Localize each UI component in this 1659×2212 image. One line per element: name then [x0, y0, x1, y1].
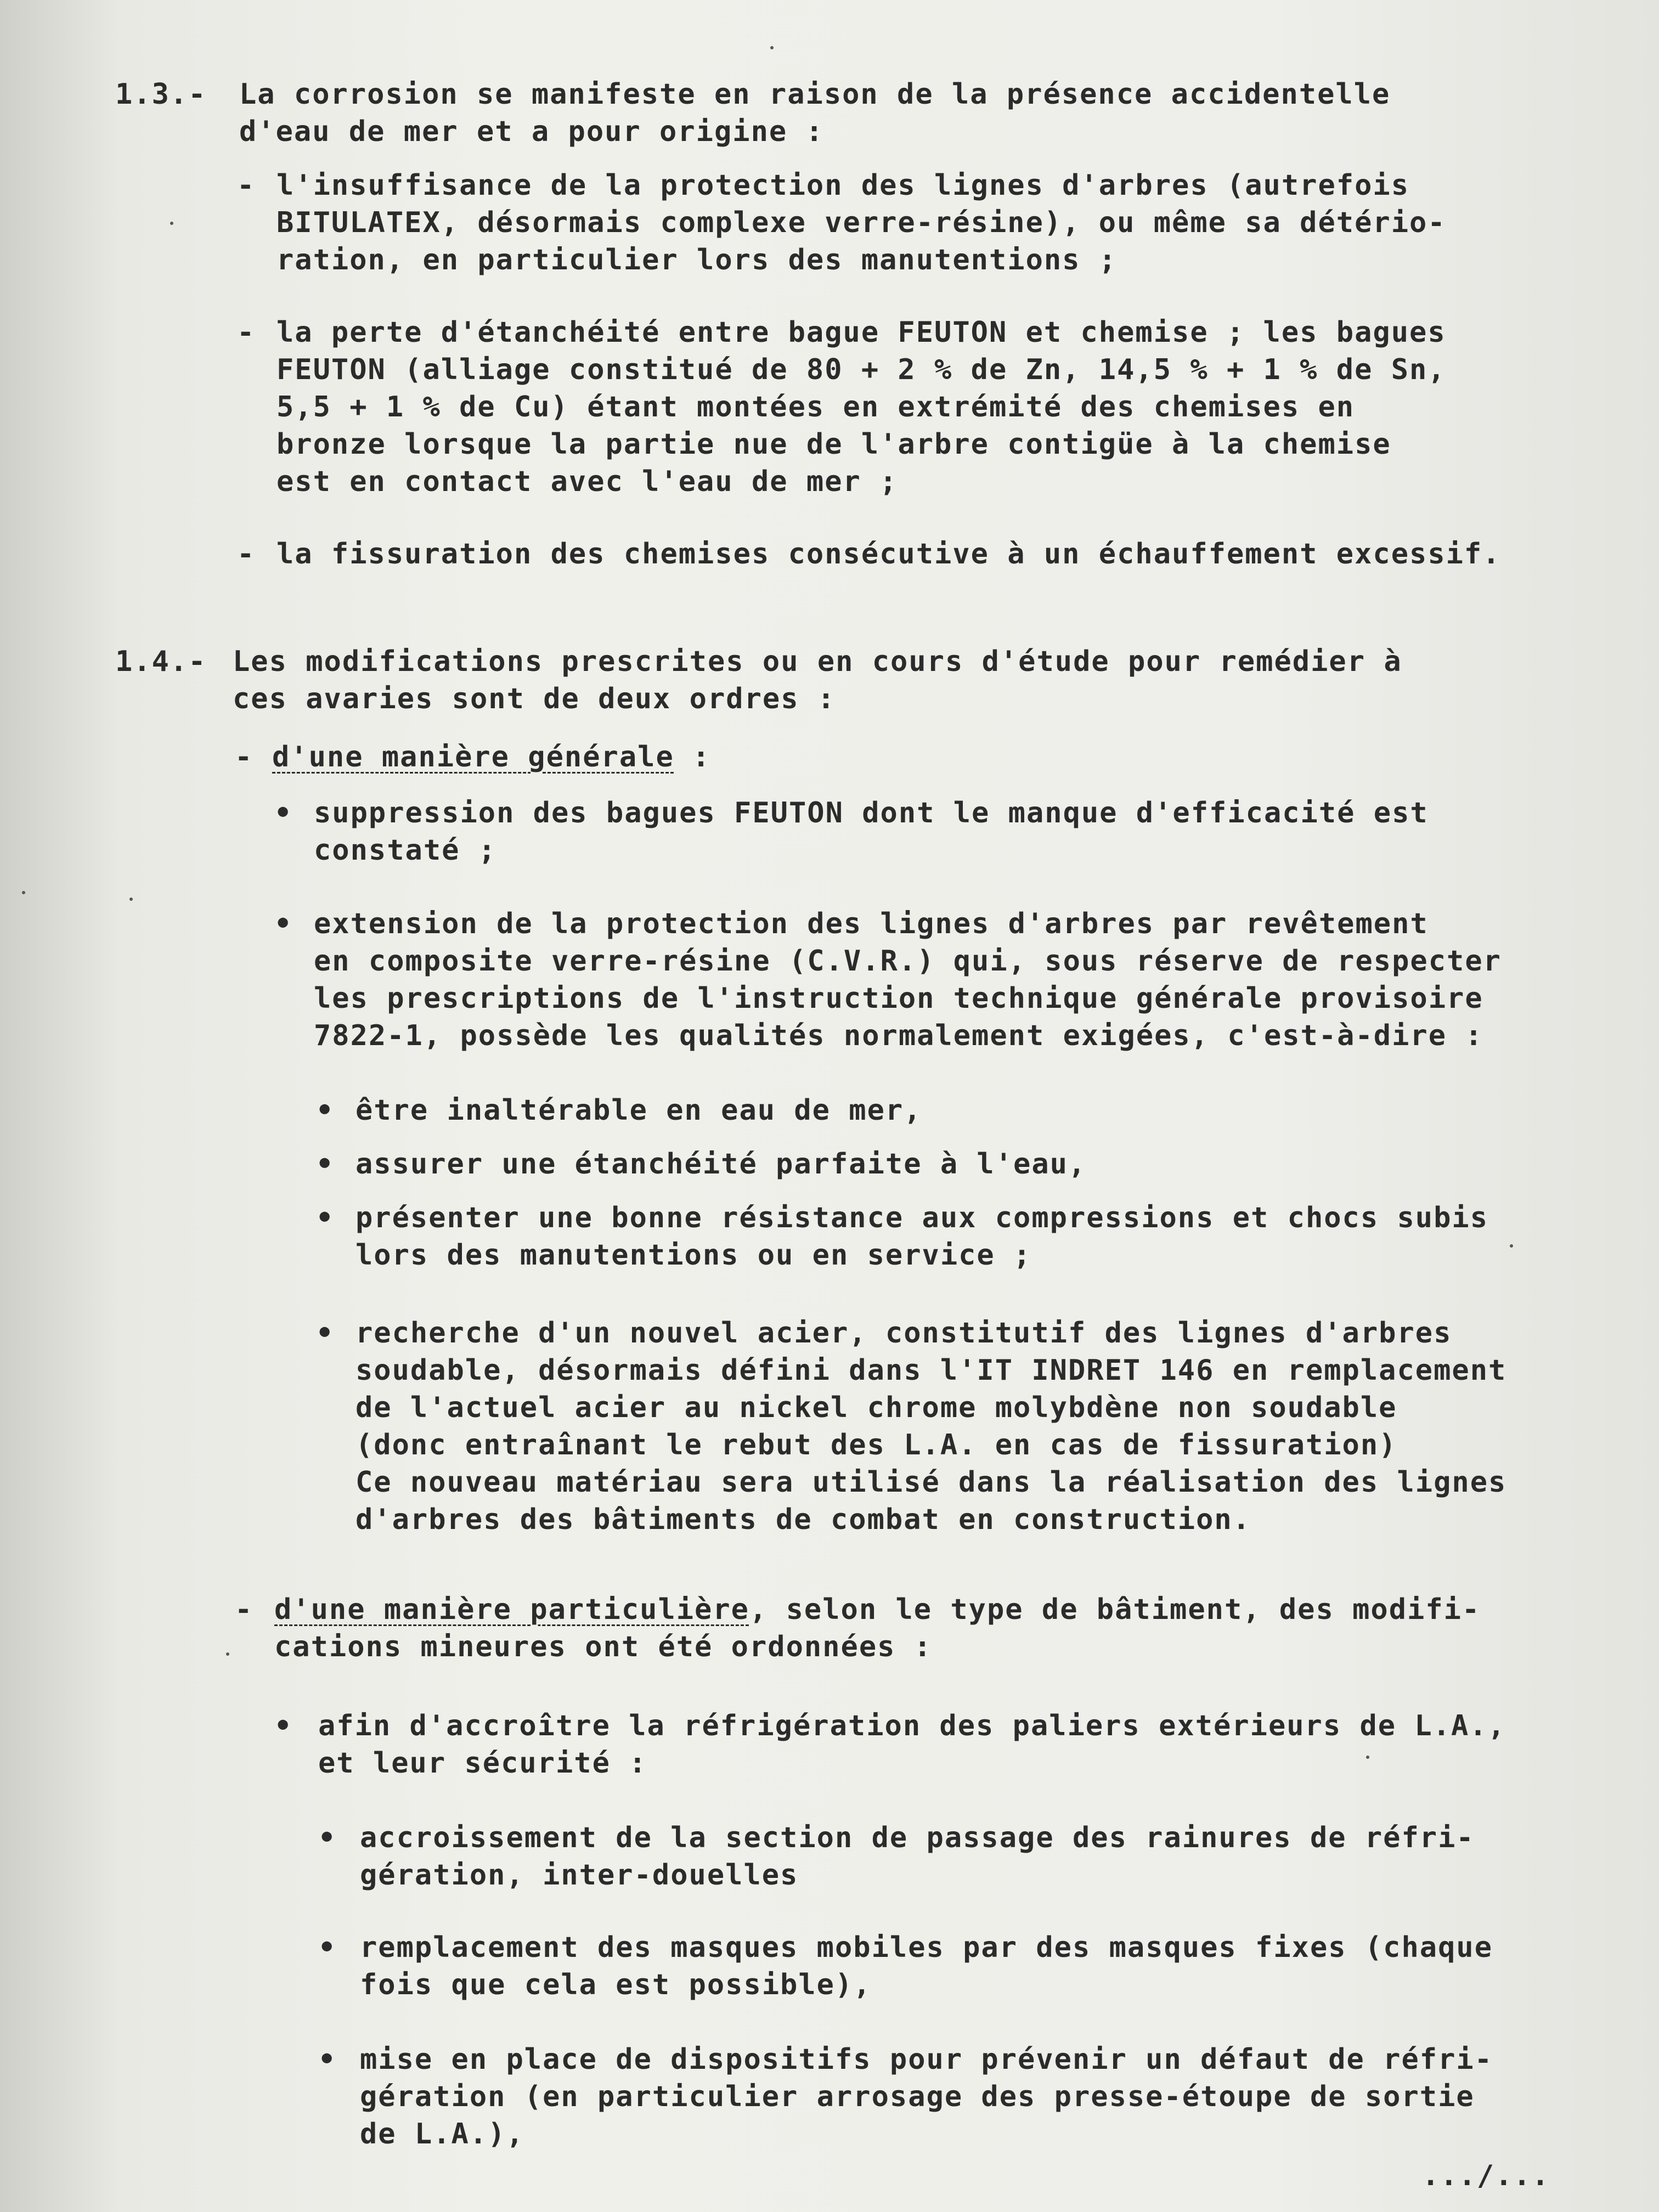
subheading-general: [272, 738, 710, 776]
section-1-3-text: La corrosion se manifeste en raison de la présence accidentelle: [239, 78, 1391, 111]
section-number-1-3: 1.3.-: [115, 78, 207, 111]
paper-speck: [22, 891, 25, 894]
list-dash: -: [235, 1593, 253, 1626]
section-number-1-4: 1.4.-: [115, 645, 207, 678]
bullet-dot: •: [316, 1201, 335, 1234]
bullet-text: suppression des bagues FEUTON dont le manque d'efficacité est: [314, 797, 1429, 830]
bullet-text: gération, inter-douelles: [360, 1859, 799, 1892]
bullet-dot: •: [318, 1931, 337, 1964]
bullet-text: constaté ;: [314, 834, 497, 867]
list-item-text: ration, en particulier lors des manutentions ;: [276, 244, 1118, 276]
paper-speck: [170, 222, 173, 225]
subheading-particular: [274, 1591, 1480, 1628]
bullet-dot: •: [316, 1094, 335, 1127]
bullet-text: assurer une étanchéité parfaite à l'eau,: [356, 1148, 1087, 1181]
bullet-text: Ce nouveau matériau sera utilisé dans la réalisation des lignes: [356, 1466, 1507, 1499]
bullet-text: de L.A.),: [360, 2118, 524, 2151]
bullet-text: 7822-1, possède les qualités normalement exigées, c'est-à-dire :: [314, 1019, 1483, 1052]
subheading-particular-rest: , selon le type de bâtiment, des modifi-: [749, 1593, 1481, 1626]
list-item-text: l'insuffisance de la protection des lignes d'arbres (autrefois: [276, 169, 1410, 202]
bullet-text: présenter une bonne résistance aux compressions et chocs subis: [356, 1201, 1489, 1234]
bullet-text: afin d'accroître la réfrigération des paliers extérieurs de L.A.,: [318, 1709, 1506, 1742]
bullet-text: accroissement de la section de passage des rainures de réfri-: [360, 1821, 1475, 1854]
bullet-dot: •: [316, 1148, 335, 1181]
bullet-text: de l'actuel acier au nickel chrome molybdène non soudable: [356, 1391, 1397, 1424]
section-1-3-text: d'eau de mer et a pour origine :: [239, 115, 824, 148]
bullet-dot: •: [318, 1821, 337, 1854]
list-dash: -: [235, 741, 253, 774]
bullet-text: être inaltérable en eau de mer,: [356, 1094, 922, 1127]
bullet-text: et leur sécurité :: [318, 1747, 647, 1780]
subheading-general-colon: :: [674, 741, 711, 774]
page-continuation-mark: .../...: [1422, 2159, 1550, 2192]
section-1-4-text: Les modifications prescrites ou en cours d'étude pour remédier à: [233, 645, 1402, 678]
list-item-text: bronze lorsque la partie nue de l'arbre contigüe à la chemise: [276, 428, 1391, 461]
bullet-dot: •: [274, 1709, 293, 1742]
list-dash: -: [237, 316, 256, 349]
bullet-text: soudable, désormais défini dans l'IT INDRET 146 en remplacement: [356, 1354, 1507, 1387]
bullet-text: mise en place de dispositifs pour prévenir un défaut de réfri-: [360, 2043, 1493, 2076]
bullet-text: d'arbres des bâtiments de combat en construction.: [356, 1503, 1251, 1536]
section-1-4-text: ces avaries sont de deux ordres :: [233, 682, 836, 715]
paper-speck: [770, 46, 774, 49]
bullet-text: remplacement des masques mobiles par des masques fixes (chaque: [360, 1931, 1493, 1964]
bullet-text: lors des manutentions ou en service ;: [356, 1239, 1032, 1272]
list-item-text: 5,5 + 1 % de Cu) étant montées en extrémité des chemises en: [276, 391, 1355, 424]
subheading-particular-line2: cations mineures ont été ordonnées :: [274, 1630, 933, 1663]
paper-speck: [226, 1652, 229, 1656]
bullet-dot: •: [274, 907, 293, 940]
subheading-general-label: d'une manière générale: [272, 741, 674, 774]
list-dash: -: [237, 169, 256, 202]
bullet-text: les prescriptions de l'instruction technique générale provisoire: [314, 982, 1483, 1015]
bullet-text: en composite verre-résine (C.V.R.) qui, sous réserve de respecter: [314, 945, 1502, 978]
subheading-particular-label: d'une manière particulière: [274, 1593, 749, 1626]
list-item-text: BITULATEX, désormais complexe verre-résine), ou même sa détério-: [276, 206, 1446, 239]
bullet-text: recherche d'un nouvel acier, constitutif des lignes d'arbres: [356, 1317, 1452, 1350]
paper-speck: [1366, 1756, 1369, 1759]
bullet-dot: •: [318, 2043, 337, 2076]
bullet-text: (donc entraînant le rebut des L.A. en cas de fissuration): [356, 1429, 1397, 1462]
bullet-dot: •: [274, 797, 293, 830]
bullet-text: gération (en particulier arrosage des presse-étoupe de sortie: [360, 2080, 1475, 2113]
paper-speck: [1510, 1244, 1513, 1248]
list-item-text: FEUTON (alliage constitué de 80 + 2 % de Zn, 14,5 % + 1 % de Sn,: [276, 353, 1446, 386]
list-item-text: est en contact avec l'eau de mer ;: [276, 465, 898, 498]
list-item-text: la perte d'étanchéité entre bague FEUTON et chemise ; les bagues: [276, 316, 1446, 349]
paper-speck: [129, 898, 133, 901]
bullet-dot: •: [316, 1317, 335, 1350]
bullet-text: fois que cela est possible),: [360, 1968, 872, 2001]
list-dash: -: [237, 538, 256, 571]
bullet-text: extension de la protection des lignes d'arbres par revêtement: [314, 907, 1429, 940]
list-item-text: la fissuration des chemises consécutive à un échauffement excessif.: [276, 538, 1501, 571]
